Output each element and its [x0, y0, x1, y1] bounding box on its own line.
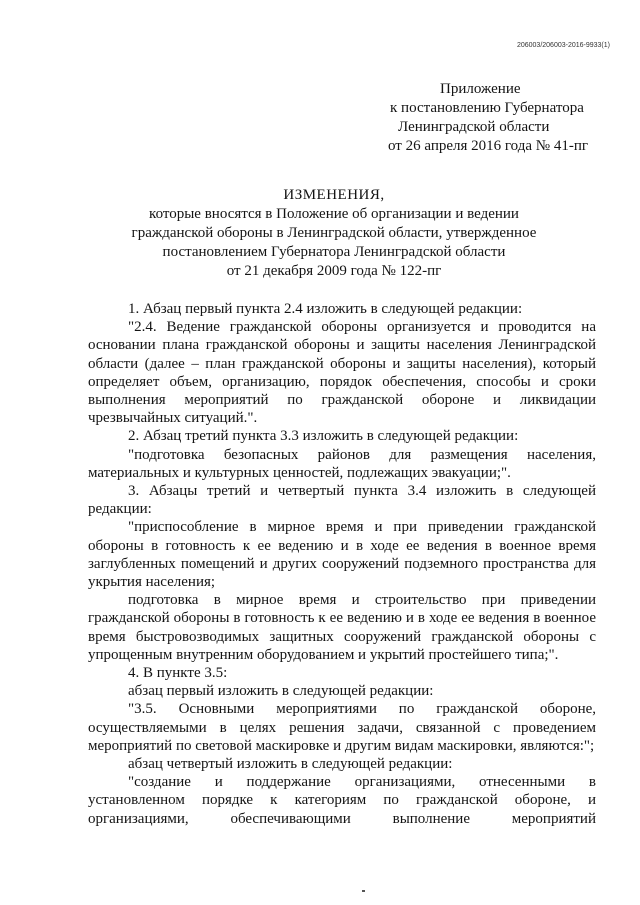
appendix-line: Ленинградской области: [398, 119, 550, 135]
document-body: [88, 300, 596, 828]
paragraph: подготовка в мирное время и строительство при приведении гражданской обороны в готовность к ее ведению и в ходе ее ведения в военное время быстровозводимых защитных сооружений гражданской обороны с упрощенным внутренним оборудованием и укрытий простейшего типа;".: [88, 592, 596, 663]
paragraph: абзац первый изложить в следующей редакции:: [128, 683, 434, 700]
document-title: [0, 186, 640, 281]
title-line: от 21 декабря 2009 года № 122-пг: [226, 263, 442, 279]
title-line: которые вносятся в Положение об организации и ведении: [149, 206, 519, 222]
registration-stamp: 206003/206003-2016-9933(1): [516, 42, 610, 49]
title-line: гражданской обороны в Ленинградской области, утвержденное: [131, 225, 537, 241]
paragraph: "приспособление в мирное время и при приведении гражданской обороны в готовность к ее ведению и в ходе ее ведения в военное время заглубленных помещений и других сооружений подземного пространства для укрытия населения;: [88, 519, 596, 591]
paragraph: 1. Абзац первый пункта 2.4 изложить в следующей редакции:: [128, 301, 523, 317]
appendix-heading: Приложение: [440, 81, 521, 97]
appendix-block: [390, 80, 588, 156]
paragraph: "создание и поддержание организациями, отнесенными в установленном порядке к категориям по гражданской обороне, и организациями, обеспечивающими выполнение мероприятий: [88, 774, 596, 827]
paragraph: 3. Абзацы третий и четвертый пункта 3.4 изложить в следующей редакции:: [88, 483, 596, 518]
paragraph: "3.5. Основными мероприятиями по гражданской обороне, осуществляемыми в целях решения задачи, связанной с проведением мероприятий по световой маскировке и другим видам маскировки, являются:";: [88, 701, 596, 754]
paragraph: "2.4. Ведение гражданской обороны организуется и проводится на основании плана гражданской обороны и защиты населения Ленинградской области (далее – план гражданской обороны и защиты населения), который определяет объем, организацию, порядок обеспечения, способы и сроки выполнения мероприятий по гражданской обороне и ликвидации чрезвычайных ситуаций.".: [88, 319, 596, 427]
scan-dot: [362, 890, 365, 892]
paragraph: "подготовка безопасных районов для размещения населения, материальных и культурных ценностей, подлежащих эвакуации;".: [88, 446, 596, 481]
appendix-date: от 26 апреля 2016 года № 41-пг: [388, 138, 589, 154]
paragraph: 2. Абзац третий пункта 3.3 изложить в следующей редакции:: [128, 428, 519, 445]
paragraph: абзац четвертый изложить в следующей редакции:: [128, 756, 453, 773]
title-main: ИЗМЕНЕНИЯ,: [283, 187, 385, 203]
appendix-line: к постановлению Губернатора: [390, 100, 584, 116]
paragraph: 4. В пункте 3.5:: [128, 665, 228, 682]
title-line: постановлением Губернатора Ленинградской области: [162, 244, 506, 260]
